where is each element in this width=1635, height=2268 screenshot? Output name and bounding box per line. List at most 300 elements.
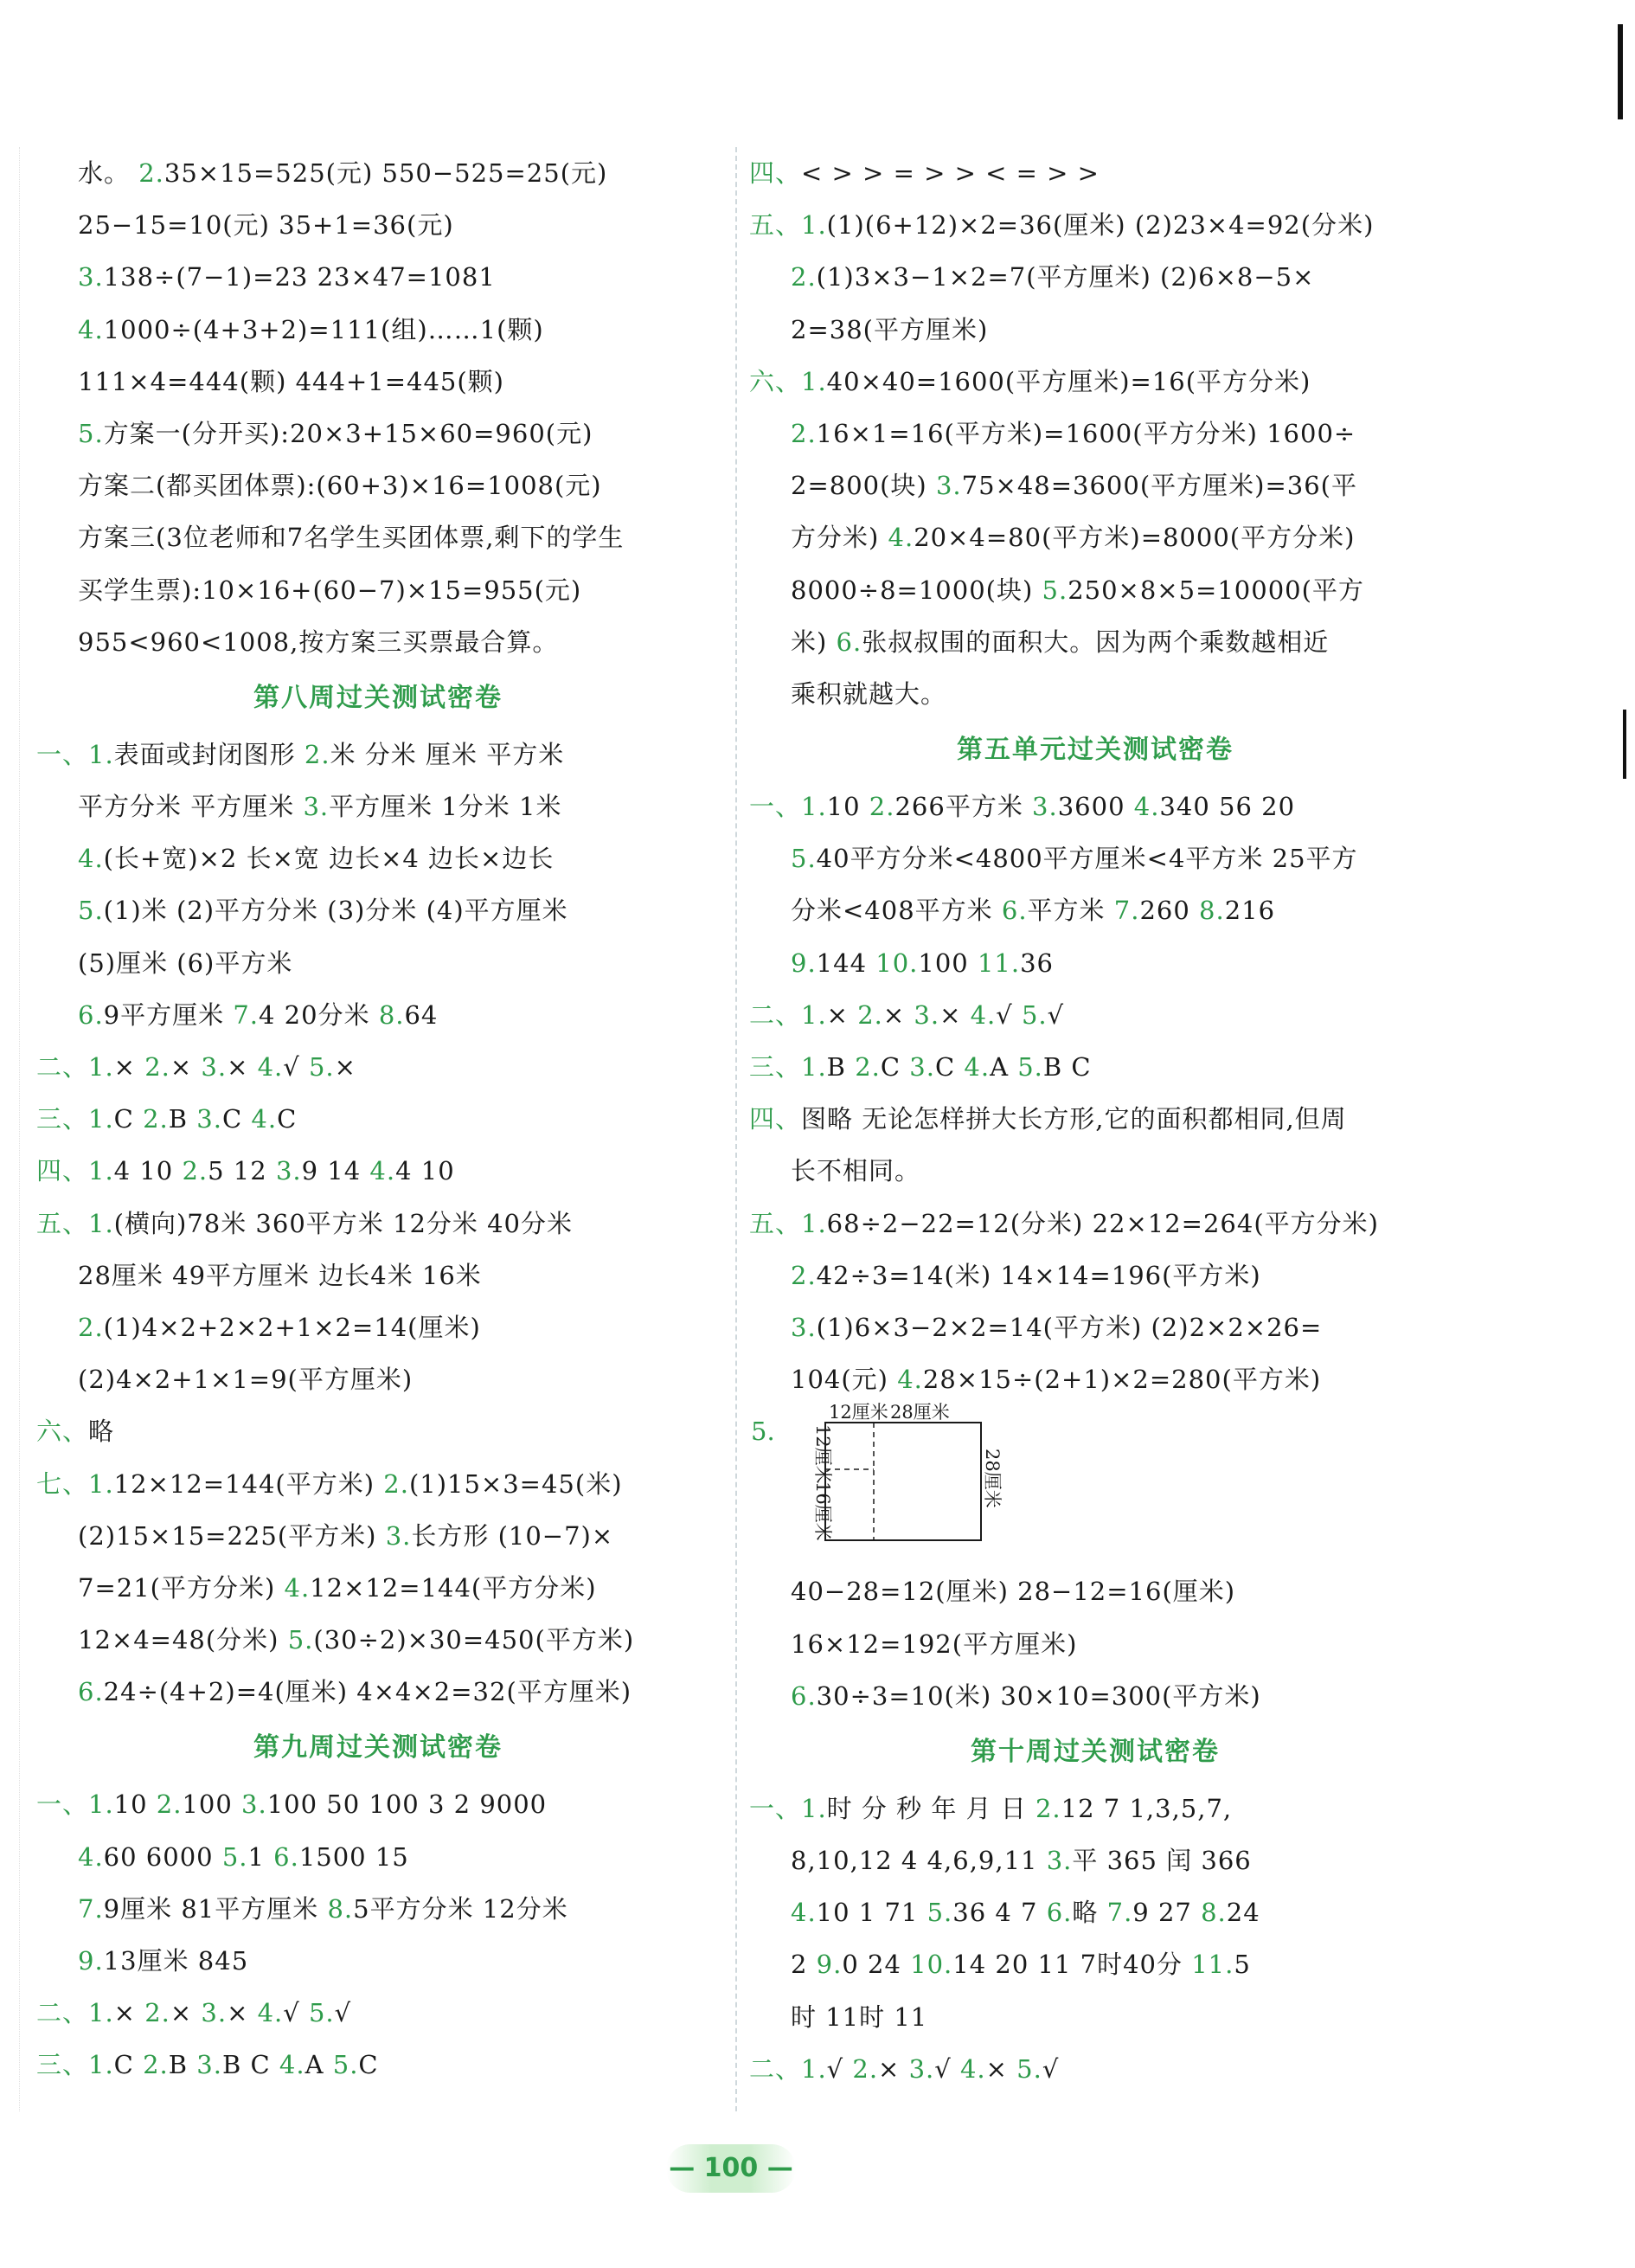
answer-text: 平方分米 平方厘米 — [78, 792, 304, 822]
right-continuation — [749, 147, 1441, 720]
answer-line — [36, 1145, 720, 1197]
figure-label-left-bottom: 16厘米 — [812, 1481, 833, 1542]
answer-text: 略 — [1072, 1898, 1107, 1928]
answer-line — [749, 356, 1441, 408]
answer-text: 260 — [1139, 896, 1200, 926]
answer-text: × — [170, 1998, 202, 2028]
answer-text: 9厘米 81平方厘米 — [103, 1893, 328, 1924]
question-number: 3. — [1032, 792, 1058, 822]
figure-label-right: 28厘米 — [982, 1449, 1003, 1509]
answer-text: 时 11时 11 — [791, 2001, 928, 2032]
answer-text: 5 12 — [208, 1156, 276, 1186]
column-divider — [735, 147, 737, 2111]
answer-text: × — [939, 999, 971, 1030]
answer-text: 图略 无论怎样拼大长方形,它的面积都相同,但周 — [801, 1104, 1347, 1134]
answer-text: 16×1=16(平方米)=1600(平方分米) 1600÷ — [816, 418, 1356, 448]
question-number: 7. — [233, 999, 260, 1030]
question-number: 2. — [852, 2053, 879, 2084]
answer-text: 0 24 — [842, 1950, 911, 1980]
left-margin-rule — [19, 147, 20, 2111]
answer-text: 8,10,12 4 4,6,9,11 — [791, 1846, 1047, 1876]
answer-text: 14 20 11 7时40分 — [952, 1950, 1192, 1980]
question-number: 四、 — [749, 1104, 802, 1134]
answer-text: × — [227, 1998, 258, 2028]
question-number: 4. — [78, 844, 104, 874]
answer-text: 12 7 1,3,5,7, — [1061, 1793, 1233, 1823]
question-number: 3. — [914, 999, 940, 1030]
answer-line — [749, 564, 1441, 616]
answer-text: 9平方厘米 — [103, 999, 234, 1030]
question-number: 4. — [970, 999, 997, 1030]
question-number: 五、1. — [749, 210, 827, 241]
question-number: 4. — [279, 2050, 305, 2080]
answer-line — [36, 1778, 720, 1830]
answer-text: (横向)78米 360平方米 12分米 40分米 — [113, 1208, 574, 1238]
question-number: 六、 — [36, 1417, 89, 1447]
answer-line — [749, 1353, 1441, 1405]
answer-text: 张叔叔围的面积大。因为两个乘数越相近 — [862, 626, 1330, 657]
question-number: 7. — [78, 1893, 104, 1924]
question-number: 4. — [959, 2053, 986, 2084]
question-number: 一、1. — [36, 1789, 114, 1820]
answer-text: 100 — [918, 948, 978, 978]
question-number: 9. — [791, 948, 817, 978]
question-number: 10. — [875, 948, 919, 978]
question-number: 3. — [791, 1312, 817, 1342]
question-number: 5. — [332, 2050, 359, 2080]
answer-line — [749, 1250, 1441, 1301]
question-number: 4. — [964, 1052, 991, 1082]
answer-text: (1)3×3−1×2=7(平方厘米) (2)6×8−5× — [816, 262, 1315, 292]
answer-line — [36, 989, 720, 1041]
section-title-unit5: 第五单元过关测试密卷 — [957, 735, 1234, 766]
question-number: 4. — [284, 1572, 311, 1603]
answer-line — [36, 1562, 720, 1614]
question-number: 3. — [201, 1998, 228, 2028]
question-number: 6. — [273, 1841, 299, 1872]
right-column — [749, 147, 1441, 2095]
answer-text: 方案一(分开买):20×3+15×60=960(元) — [103, 418, 593, 448]
answer-text: B — [168, 1104, 197, 1134]
question-number: 2. — [1035, 1793, 1061, 1823]
answer-text: 买学生票):10×16+(60−7)×15=955(元) — [78, 575, 582, 605]
answer-text: 平 365 闰 366 — [1072, 1846, 1252, 1876]
answer-text: B — [826, 1052, 856, 1082]
answer-text: 方案三(3位老师和7名学生买团体票,剩下的学生 — [78, 523, 625, 553]
answer-text: 138÷(7−1)=23 23×47=1081 — [103, 262, 496, 292]
question-number: 6. — [1046, 1898, 1073, 1928]
question-number: 3. — [1046, 1846, 1073, 1876]
question-number: 三、1. — [36, 2050, 114, 2080]
question-number: 二、1. — [36, 1052, 114, 1082]
question-number: 3. — [935, 471, 962, 501]
figure-number: 5. — [751, 1417, 775, 1447]
question-number: 5. — [221, 1841, 248, 1872]
question-number: 6. — [836, 626, 862, 657]
answer-line — [749, 2043, 1441, 2095]
answer-line — [36, 1614, 720, 1666]
answer-text: × — [113, 1998, 145, 2028]
question-number: 6. — [1001, 896, 1028, 926]
answer-text: (5)厘米 (6)平方米 — [78, 948, 293, 978]
answer-text: 2 — [791, 1950, 817, 1980]
question-number: 3. — [241, 1789, 267, 1820]
question-number: 8. — [378, 999, 405, 1030]
answer-line — [749, 668, 1441, 720]
question-number: 5. — [791, 844, 817, 874]
answer-line — [36, 2039, 720, 2091]
question-number: 9. — [78, 1946, 104, 1976]
question-number: 4. — [369, 1156, 396, 1186]
answer-text: B C — [221, 2050, 279, 2080]
question-number: 4. — [78, 1841, 104, 1872]
answer-line — [749, 1938, 1441, 1990]
answer-text: 40×40=1600(平方厘米)=16(平方分米) — [826, 366, 1311, 396]
question-number: 2. — [144, 1052, 170, 1082]
answer-text: √ — [826, 2053, 853, 2084]
answer-text: 266平方米 — [894, 792, 1033, 822]
answer-text: 乘积就越大。 — [791, 678, 947, 709]
answer-text: 分米<408平方米 — [791, 896, 1002, 926]
answer-line — [36, 304, 720, 356]
question-number: 4. — [257, 1998, 284, 2028]
question-number: 4. — [251, 1104, 278, 1134]
answer-text: C — [113, 2050, 144, 2080]
answer-text: 5平方分米 12分米 — [353, 1893, 568, 1924]
figure-label-top-right: 28厘米 — [890, 1402, 950, 1423]
figure-label-left-top: 12厘米 — [812, 1424, 833, 1485]
answer-text: (2)4×2+1×1=9(平方厘米) — [78, 1365, 414, 1395]
answer-text: 方分米) — [791, 523, 888, 553]
answer-line — [36, 1831, 720, 1883]
answer-text: 4 10 — [113, 1156, 183, 1186]
answer-text: 米) — [791, 626, 837, 657]
section-title-week10: 第十周过关测试密卷 — [971, 1736, 1220, 1767]
answer-text: × — [878, 2053, 909, 2084]
answer-text: √ — [283, 1052, 309, 1082]
question-number: 5. — [1016, 2053, 1042, 2084]
answer-text: 方案二(都买团体票):(60+3)×16=1008(元) — [78, 471, 602, 501]
answer-text: 340 56 20 — [1159, 792, 1296, 822]
answer-text: (30÷2)×30=450(平方米) — [313, 1625, 635, 1655]
answer-line — [749, 1301, 1441, 1353]
answer-line — [749, 616, 1441, 668]
answer-text: 9 27 — [1132, 1898, 1202, 1928]
question-number: 5. — [1042, 575, 1068, 605]
answer-line — [749, 1145, 1441, 1197]
answer-text: 2=38(平方厘米) — [791, 314, 989, 344]
answer-text: (1)米 (2)平方分米 (3)分米 (4)平方厘米 — [103, 896, 568, 926]
left-continuation — [36, 147, 720, 668]
answer-text: 长方形 (10−7)× — [411, 1520, 614, 1551]
answer-text: 104(元) — [791, 1365, 898, 1395]
question-number: 一、1. — [749, 792, 827, 822]
scan-edge-mark-top — [1618, 24, 1623, 119]
question-number: 2. — [78, 1312, 104, 1342]
answer-text: 12×12=144(平方米) — [113, 1468, 384, 1499]
question-number: 4. — [78, 314, 104, 344]
answer-text: B C — [1042, 1052, 1092, 1082]
answer-line — [36, 616, 720, 668]
answer-line — [36, 1041, 720, 1093]
answer-line — [749, 832, 1441, 884]
answer-text: C — [358, 2050, 379, 2080]
answer-text: 20×4=80(平方米)=8000(平方分米) — [914, 523, 1356, 553]
answer-line — [749, 147, 1441, 199]
answer-line — [749, 989, 1441, 1041]
question-number: 5. — [926, 1898, 953, 1928]
left-column — [36, 147, 720, 2091]
answer-text: 24÷(4+2)=4(厘米) 4×4×2=32(平方厘米) — [103, 1677, 632, 1707]
question-number: 3. — [196, 1104, 222, 1134]
answer-text: × — [170, 1052, 202, 1082]
question-number: 二、1. — [36, 1998, 114, 2028]
answer-text: 略 — [88, 1417, 115, 1447]
question-number: 4. — [1133, 792, 1160, 822]
question-number: 5. — [78, 896, 104, 926]
question-number: 6. — [78, 1677, 104, 1707]
answer-line — [36, 1510, 720, 1562]
answer-line — [36, 1666, 720, 1718]
question-number: 11. — [1191, 1950, 1234, 1980]
answer-line — [36, 1935, 720, 1987]
question-number: 5. — [1017, 1052, 1043, 1082]
answer-text: 111×4=444(颗) 444+1=445(颗) — [78, 366, 504, 396]
question-number: 3. — [909, 1052, 935, 1082]
answer-text: 100 — [182, 1789, 242, 1820]
answer-text: 4 10 — [395, 1156, 455, 1186]
answer-text: 13厘米 845 — [103, 1946, 249, 1976]
question-number: 七、1. — [36, 1468, 114, 1499]
answer-line — [749, 459, 1441, 511]
answer-text: A — [990, 1052, 1018, 1082]
answer-text: √ — [934, 2053, 960, 2084]
answer-line — [749, 1618, 1441, 1670]
question-number: 五、1. — [36, 1208, 114, 1238]
question-number: 2. — [156, 1789, 183, 1820]
question-number: 四、 — [749, 158, 802, 188]
question-number: 7. — [1106, 1898, 1133, 1928]
answer-line — [36, 1458, 720, 1510]
answer-text: (长+宽)×2 长×宽 边长×4 边长×边长 — [103, 844, 555, 874]
question-number: 7. — [1113, 896, 1140, 926]
answer-line — [36, 1250, 720, 1301]
answer-text: (1)(6+12)×2=36(厘米) (2)23×4=92(分米) — [826, 210, 1375, 241]
page-number: — 100 — — [666, 2144, 796, 2193]
answer-line — [36, 1353, 720, 1405]
answer-text: 68÷2−22=12(分米) 22×12=264(平方分米) — [826, 1208, 1379, 1238]
question-number: 4. — [897, 1365, 923, 1395]
answer-text: 28厘米 49平方厘米 边长4米 16米 — [78, 1260, 482, 1290]
answer-text: 10 — [826, 792, 869, 822]
answer-text: (1)6×3−2×2=14(平方米) (2)2×2×26= — [816, 1312, 1323, 1342]
answer-text: 24 — [1226, 1898, 1260, 1928]
question-number: 3. — [78, 262, 104, 292]
rectangle-diagram — [751, 1402, 1050, 1565]
answer-text: 时 分 秒 年 月 日 — [826, 1793, 1036, 1823]
week9-answers — [36, 1778, 720, 2091]
question-number: 3. — [196, 2050, 222, 2080]
question-number: 2. — [791, 418, 817, 448]
answer-line — [749, 1198, 1441, 1250]
answer-line — [749, 1783, 1441, 1834]
answer-text: 12×4=48(分米) — [78, 1625, 288, 1655]
answer-text: 1000÷(4+3+2)=111(组)……1(颗) — [103, 314, 544, 344]
answer-line — [749, 251, 1441, 303]
question-number: 3. — [303, 792, 330, 822]
answer-text: 12×12=144(平方分米) — [310, 1572, 597, 1603]
question-number: 5. — [287, 1625, 314, 1655]
answer-text: × — [826, 999, 858, 1030]
answer-line — [36, 884, 720, 936]
question-number: 2. — [855, 1052, 881, 1082]
question-number: 2. — [138, 158, 164, 188]
answer-line — [749, 1834, 1441, 1886]
answer-text: 4 20分米 — [259, 999, 379, 1030]
question-number: 2. — [869, 792, 895, 822]
answer-text: 28×15÷(2+1)×2=280(平方米) — [922, 1365, 1322, 1395]
answer-text: 250×8×5=10000(平方 — [1068, 575, 1364, 605]
question-number: 2. — [857, 999, 883, 1030]
answer-line — [36, 781, 720, 832]
answer-text: 75×48=3600(平方厘米)=36(平 — [961, 471, 1357, 501]
answer-line — [36, 1987, 720, 2039]
question-number: 2. — [143, 1104, 169, 1134]
answer-text: (1)15×3=45(米) — [408, 1468, 623, 1499]
answer-line — [749, 937, 1441, 989]
question-number: 4. — [791, 1898, 817, 1928]
answer-text: √ — [283, 1998, 309, 2028]
answer-text: 955<960<1008,按方案三买票最合算。 — [78, 626, 559, 657]
answer-text: 40−28=12(厘米) 28−12=16(厘米) — [791, 1577, 1236, 1607]
answer-line — [749, 304, 1441, 356]
week10-answers — [749, 1783, 1441, 2095]
answer-text: 35×15=525(元) 550−525=25(元) — [164, 158, 608, 188]
answer-line — [36, 1301, 720, 1353]
answer-text: × — [882, 999, 914, 1030]
answer-text: 5 — [1234, 1950, 1251, 1980]
answer-text: C — [934, 1052, 965, 1082]
answer-text: 16×12=192(平方厘米) — [791, 1629, 1078, 1659]
answer-text: B — [168, 2050, 197, 2080]
answer-text: 平方厘米 1分米 1米 — [329, 792, 562, 822]
rectangle-figure — [751, 1402, 1441, 1565]
answer-line — [36, 564, 720, 616]
answer-text: < > > = > > < = > > — [801, 158, 1100, 188]
answer-line — [749, 1565, 1441, 1617]
question-number: 一、1. — [36, 739, 114, 769]
answer-text: 10 — [113, 1789, 157, 1820]
figure-label-top-left: 12厘米 — [829, 1402, 888, 1423]
answer-line — [749, 1670, 1441, 1722]
answer-text: 平方米 — [1027, 896, 1114, 926]
question-number: 2. — [304, 739, 330, 769]
question-number: 3. — [275, 1156, 302, 1186]
answer-text: 36 — [1020, 948, 1054, 978]
question-number: 2. — [383, 1468, 409, 1499]
answer-text: √ — [1047, 999, 1065, 1030]
question-number: 3. — [908, 2053, 935, 2084]
section-title-week8: 第八周过关测试密卷 — [253, 682, 503, 713]
question-number: 3. — [201, 1052, 228, 1082]
question-number: 4. — [257, 1052, 284, 1082]
answer-line — [36, 147, 720, 199]
question-number: 六、1. — [749, 366, 827, 396]
answer-text: 米 分米 厘米 平方米 — [330, 739, 565, 769]
scan-edge-mark-middle — [1623, 710, 1626, 779]
answer-text: 64 — [404, 999, 439, 1030]
answer-text: 1500 15 — [298, 1841, 409, 1872]
question-number: 4. — [888, 523, 914, 553]
answer-line — [36, 832, 720, 884]
question-number: 2. — [791, 1260, 817, 1290]
answer-line — [36, 356, 720, 408]
question-number: 8. — [1201, 1898, 1227, 1928]
section-title-week9: 第九周过关测试密卷 — [253, 1732, 503, 1764]
answer-line — [749, 511, 1441, 563]
question-number: 2. — [144, 1998, 170, 2028]
answer-text: 3600 — [1057, 792, 1134, 822]
answer-line — [749, 884, 1441, 936]
question-number: 8. — [1199, 896, 1225, 926]
answer-text: 8000÷8=1000(块) — [791, 575, 1042, 605]
answer-text: 42÷3=14(米) 14×14=196(平方米) — [816, 1260, 1261, 1290]
answer-text: C — [880, 1052, 910, 1082]
answer-text: C — [277, 1104, 298, 1134]
answer-line — [36, 1405, 720, 1457]
answer-text: 长不相同。 — [791, 1156, 921, 1186]
answer-text: × — [985, 2053, 1017, 2084]
answer-line — [36, 459, 720, 511]
question-number: 2. — [143, 2050, 169, 2080]
question-number: 8. — [327, 1893, 354, 1924]
answer-text: 10 1 71 — [816, 1898, 927, 1928]
answer-line — [749, 199, 1441, 251]
answer-text: (1)4×2+2×2+1×2=14(厘米) — [103, 1312, 481, 1342]
unit5-answers-b — [749, 1565, 1441, 1722]
question-number: 11. — [977, 948, 1021, 978]
answer-text: √ — [334, 1998, 352, 2028]
question-number: 四、1. — [36, 1156, 114, 1186]
answer-text: 7=21(平方分米) — [78, 1572, 285, 1603]
answer-line — [36, 937, 720, 989]
answer-line — [36, 1883, 720, 1935]
answer-text: C — [113, 1104, 144, 1134]
answer-text: × — [113, 1052, 145, 1082]
question-number: 五、1. — [749, 1208, 827, 1238]
question-number: 5. — [308, 1998, 335, 2028]
answer-text: × — [227, 1052, 258, 1082]
answer-line — [36, 1093, 720, 1145]
question-number: 三、1. — [36, 1104, 114, 1134]
answer-text: 25−15=10(元) 35+1=36(元) — [78, 210, 454, 241]
question-number: 5. — [1021, 999, 1048, 1030]
question-number: 9. — [816, 1950, 843, 1980]
question-number: 二、1. — [749, 999, 827, 1030]
answer-text: √ — [996, 999, 1022, 1030]
answer-text: (2)15×15=225(平方米) — [78, 1520, 386, 1551]
answer-text: 100 50 100 3 2 9000 — [266, 1789, 548, 1820]
answer-line — [36, 251, 720, 303]
answer-line — [36, 729, 720, 781]
answer-line — [749, 1991, 1441, 2043]
question-number: 三、1. — [749, 1052, 827, 1082]
answer-text: 1 — [247, 1841, 274, 1872]
answer-line — [36, 408, 720, 459]
answer-text: A — [305, 2050, 333, 2080]
question-number: 6. — [791, 1680, 817, 1711]
answer-text: 2=800(块) — [791, 471, 936, 501]
